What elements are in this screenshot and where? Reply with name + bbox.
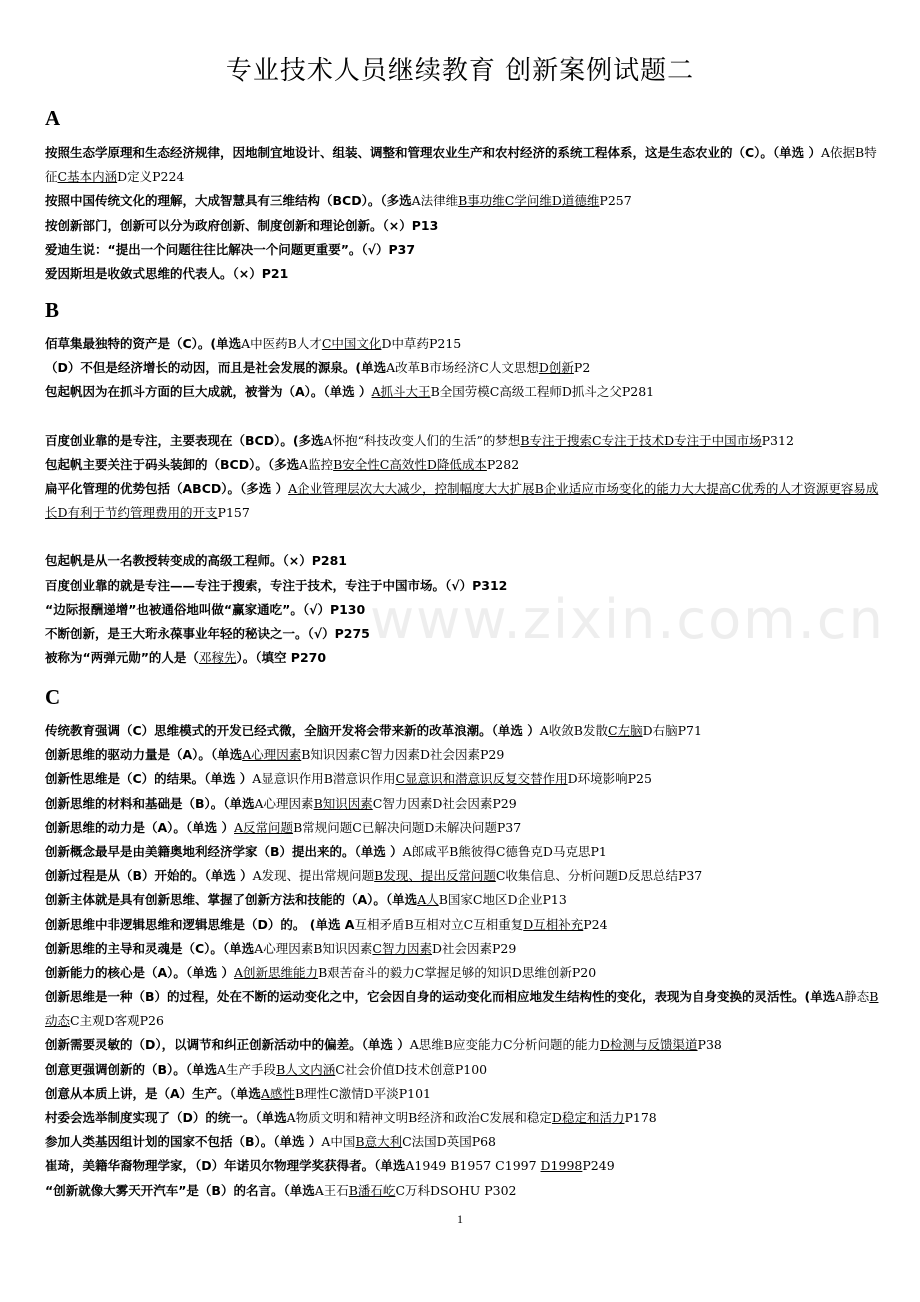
- question-text: 创新思维是一种（B）的过程，处在不断的运动变化之中，它会因自身的运动变化而相应地发生结构性的变化，表现为自身变换的灵活性。(单选: [45, 989, 836, 1005]
- answer-text: B动态: [45, 989, 879, 1029]
- option-text: D右脑P71: [642, 723, 702, 738]
- question-line: [45, 477, 885, 525]
- question-text: 按照中国传统文化的理解，大成智慧具有三维结构（BCD）。（多选: [45, 193, 412, 209]
- answer-text: A心理因素: [242, 747, 302, 763]
- question-line: [45, 1082, 885, 1106]
- question-text: 传统教育强调（C）思维模式的开发已经式微，全脑开发将会带来新的改革浪潮。（单选 ）: [45, 723, 540, 738]
- question-line: [45, 888, 885, 912]
- option-text: C收集信息、分析问题D反思总结P37: [495, 868, 703, 884]
- option-text: D定义P224: [117, 169, 185, 185]
- answer-text: B专注于搜索C专注于技术D专注于中国市场: [520, 432, 762, 448]
- option-text: C万科DSOHU P302: [395, 1182, 517, 1198]
- option-text: A中医药B人才: [241, 336, 322, 351]
- option-text: A发现、提出常规问题: [252, 868, 375, 884]
- question-line: [45, 429, 885, 453]
- answer-text: B人文内涵: [276, 1061, 336, 1077]
- question-text: 包起帆因为在抓斗方面的巨大成就，被誉为（A）。（单选 ）: [45, 384, 372, 400]
- section-b-questions: [45, 332, 885, 670]
- answer-text: C中国文化: [321, 336, 382, 351]
- question-text: 被称为“两弹元勋”的人是（: [45, 650, 199, 666]
- question-text: 崔琦，美籍华裔物理学家，（D）年诺贝尔物理学奖获得者。（单选: [45, 1158, 406, 1174]
- option-text: A依据B特征: [45, 145, 877, 185]
- question-line: [45, 622, 885, 646]
- option-text: A怀抱“科技改变人们的生活”的梦想: [323, 432, 521, 448]
- answer-text: D创新: [538, 360, 574, 376]
- option-text: P257: [599, 193, 632, 209]
- option-text: B常规问题C已解决问题D未解决问题P37: [293, 819, 522, 835]
- question-line: [45, 767, 885, 791]
- question-line: [45, 574, 885, 598]
- answer-text: A反常问题: [234, 819, 294, 835]
- question-line: [45, 1130, 885, 1154]
- question-line: [45, 1179, 885, 1203]
- question-text: 百度创业靠的就是专注——专注于搜索，专注于技术，专注于中国市场。（√）P312: [45, 577, 508, 593]
- question-text: 按创新部门，创新可以分为政府创新、制度创新和理论创新。（×）P13: [45, 217, 439, 233]
- option-text: A1949 B1957 C1997: [405, 1158, 541, 1174]
- option-text: A法律维: [411, 193, 459, 209]
- option-text: C智力因素D社会因素P29: [372, 795, 517, 811]
- option-text: C社会价值D技术创意P100: [335, 1061, 488, 1077]
- answer-text: B安全性C高效性D降低成本: [333, 456, 487, 472]
- section-heading-a: A: [45, 106, 61, 130]
- answer-text: C智力因素: [372, 940, 432, 956]
- answer-text: A感性: [260, 1085, 295, 1101]
- option-text: A心理因素B知识因素: [254, 940, 373, 956]
- question-text: 创新性思维是（C）的结果。（单选 ）: [45, 771, 253, 787]
- answer-text: C基本内涵: [57, 169, 118, 185]
- answer-text: B知识因素: [313, 795, 373, 811]
- question-line: [45, 1058, 885, 1082]
- option-text: A物质文明和精神文明B经济和政治C发展和稳定: [286, 1110, 552, 1126]
- option-text: A思维B应变能力C分析问题的能力: [409, 1037, 601, 1053]
- option-text: 互相矛盾B互相对立C互相重复: [354, 916, 524, 932]
- option-text: P282: [486, 456, 520, 472]
- question-line: [45, 792, 885, 816]
- option-text: B全国劳模C高级工程师D抓斗之父P281: [430, 384, 655, 400]
- question-text: 爱迪生说：“提出一个问题往往比解决一个问题更重要”。（√）P37: [45, 241, 416, 257]
- question-line: [45, 840, 885, 864]
- question-line: [45, 598, 885, 622]
- question-line: [45, 743, 885, 767]
- question-text: “创新就像大雾天开汽车”是（B）的名言。（单选: [45, 1182, 315, 1198]
- question-text: 创意更强调创新的（B）。（单选: [45, 1061, 218, 1077]
- option-text: C主观D客观P26: [70, 1013, 164, 1029]
- option-text: D环境影响P25: [567, 771, 652, 787]
- question-line: [45, 985, 885, 1033]
- question-text: “边际报酬递增”也被通俗地叫做“赢家通吃”。（√）P130: [45, 601, 366, 617]
- question-text: 创新过程是从（B）开始的。（单选 ）: [45, 868, 253, 884]
- option-text: A静态: [835, 989, 870, 1005]
- section-a-questions: [45, 141, 885, 286]
- answer-text: D1998: [540, 1158, 583, 1174]
- question-text: 创新思维中非逻辑思维和逻辑思维是（D）的。 (单选 A: [45, 916, 355, 932]
- option-text: P24: [583, 916, 608, 932]
- blank-line: [45, 405, 885, 429]
- question-line: [45, 719, 885, 743]
- question-text: 包起帆是从一名教授转变成的高级工程师。（×）P281: [45, 553, 347, 569]
- answer-text: B潘石屹: [348, 1182, 396, 1198]
- section-heading-b: B: [45, 298, 60, 322]
- question-line: [45, 961, 885, 985]
- question-text: 创新主体就是具有创新思维、掌握了创新方法和技能的（A）。（单选: [45, 892, 418, 908]
- question-line: [45, 1154, 885, 1178]
- option-text: A改革B市场经济C人文思想: [386, 360, 539, 376]
- question-text: 不断创新，是王大珩永葆事业年轻的秘诀之一。（√）P275: [45, 625, 370, 641]
- option-text: P178: [624, 1110, 657, 1126]
- question-text: 爱因斯坦是收敛式思维的代表人。（×）P21: [45, 265, 289, 281]
- option-text: P312: [761, 432, 794, 448]
- question-text: 百度创业靠的是专注，主要表现在（BCD）。(多选: [45, 432, 324, 448]
- option-text: A郎咸平B熊彼得C德鲁克D马克思P1: [402, 843, 607, 859]
- question-text: 创新能力的核心是（A）。（单选 ）: [45, 964, 235, 980]
- answer-text: A人: [417, 892, 439, 908]
- question-text: 按照生态学原理和生态经济规律，因地制宜地设计、组装、调整和管理农业生产和农村经济的系统工程体系，这是生态农业的（C）。（单选 ）: [45, 145, 822, 160]
- question-line: [45, 549, 885, 573]
- option-text: D社会因素P29: [431, 940, 517, 956]
- option-text: C法国D英国P68: [402, 1134, 497, 1150]
- question-line: [45, 238, 885, 262]
- option-text: P2: [573, 360, 591, 376]
- watermark: www.zixin.com.cn: [370, 588, 885, 651]
- question-line: [45, 937, 885, 961]
- question-text: 参加人类基因组计划的国家不包括（B）。（单选 ）: [45, 1134, 322, 1150]
- question-line: [45, 189, 885, 213]
- section-c-questions: [45, 719, 885, 1203]
- option-text: A监控: [299, 456, 334, 472]
- question-text: 创新思维的动力是（A）。（单选 ）: [45, 819, 235, 835]
- question-line: [45, 141, 885, 189]
- option-text: A显意识作用B潜意识作用: [252, 771, 396, 787]
- question-text: 创新概念最早是由美籍奥地利经济学家（B）提出来的。（单选 ）: [45, 843, 403, 859]
- question-line: [45, 332, 885, 356]
- answer-text: B事功维C学问维D道德维: [458, 193, 600, 209]
- answer-text: A企业管理层次大大减少，控制幅度大大扩展B企业适应市场变化的能力大大提高C优秀的人才资源更容易成长D有利于节约管理费用的开支: [45, 480, 879, 521]
- question-text: 创新思维的主导和灵魂是（C）。（单选: [45, 940, 255, 956]
- question-line: [45, 913, 885, 937]
- option-text: B国家C地区D企业P13: [438, 892, 567, 908]
- answer-text: C显意识和潜意识反复交替作用: [395, 771, 568, 787]
- option-text: A王石: [314, 1182, 349, 1198]
- answer-text: B意大利: [355, 1134, 403, 1150]
- option-text: B理性C激情D平淡P101: [294, 1085, 432, 1101]
- question-text: 包起帆主要关注于码头装卸的（BCD）。（多选: [45, 456, 300, 472]
- option-text: A生产手段: [217, 1061, 277, 1077]
- document-title: 专业技术人员继续教育 创新案例试题二: [225, 56, 695, 86]
- option-text: P157: [217, 505, 250, 521]
- question-line: [45, 646, 885, 670]
- question-line: [45, 816, 885, 840]
- answer-text: D稳定和活力: [551, 1110, 625, 1126]
- option-text: P249: [582, 1158, 615, 1174]
- option-text: B艰苦奋斗的毅力C掌握足够的知识D思维创新P20: [318, 964, 597, 980]
- question-line: [45, 356, 885, 380]
- question-text: 村委会选举制度实现了（D）的统一。（单选: [45, 1110, 287, 1126]
- question-line: [45, 380, 885, 404]
- question-text: 创新思维的材料和基础是（B）。（单选: [45, 795, 255, 811]
- question-line: [45, 453, 885, 477]
- answer-text: A抓斗大王: [371, 384, 431, 400]
- answer-text: D检测与反馈渠道: [600, 1037, 698, 1053]
- question-line: [45, 214, 885, 238]
- answer-text: A创新思维能力: [234, 964, 319, 980]
- question-line: [45, 864, 885, 888]
- option-text: A中国: [321, 1134, 356, 1150]
- blank-line: [45, 525, 885, 549]
- question-text: 创意从本质上讲，是（A）生产。（单选: [45, 1085, 261, 1101]
- question-text: 佰草集最独特的资产是（C）。(单选: [45, 336, 242, 351]
- question-text: 创新需要灵敏的（D），以调节和纠正创新活动中的偏差。（单选 ）: [45, 1037, 410, 1053]
- question-line: [45, 1033, 885, 1057]
- question-line: [45, 262, 885, 286]
- option-text: A心理因素: [254, 795, 314, 811]
- question-text: ）。（填空 P270: [236, 650, 327, 666]
- option-text: B知识因素C智力因素D社会因素P29: [301, 747, 505, 763]
- question-text: 创新思维的驱动力量是（A）。（单选: [45, 747, 243, 763]
- option-text: D中草药P215: [381, 336, 462, 351]
- option-text: A收敛B发散: [539, 723, 608, 738]
- page-number: 1: [457, 1212, 463, 1226]
- question-text: 扁平化管理的优势包括（ABCD）。（多选 ）: [45, 480, 289, 496]
- answer-text: D互相补充: [523, 916, 584, 932]
- option-text: P38: [697, 1037, 722, 1053]
- answer-text: C左脑: [608, 723, 643, 738]
- answer-text: 邓稼先: [198, 650, 237, 666]
- section-heading-c: C: [45, 685, 61, 709]
- question-line: [45, 1106, 885, 1130]
- question-text: （D）不但是经济增长的动因，而且是社会发展的源泉。(单选: [45, 360, 387, 376]
- answer-text: B发现、提出反常问题: [374, 868, 496, 884]
